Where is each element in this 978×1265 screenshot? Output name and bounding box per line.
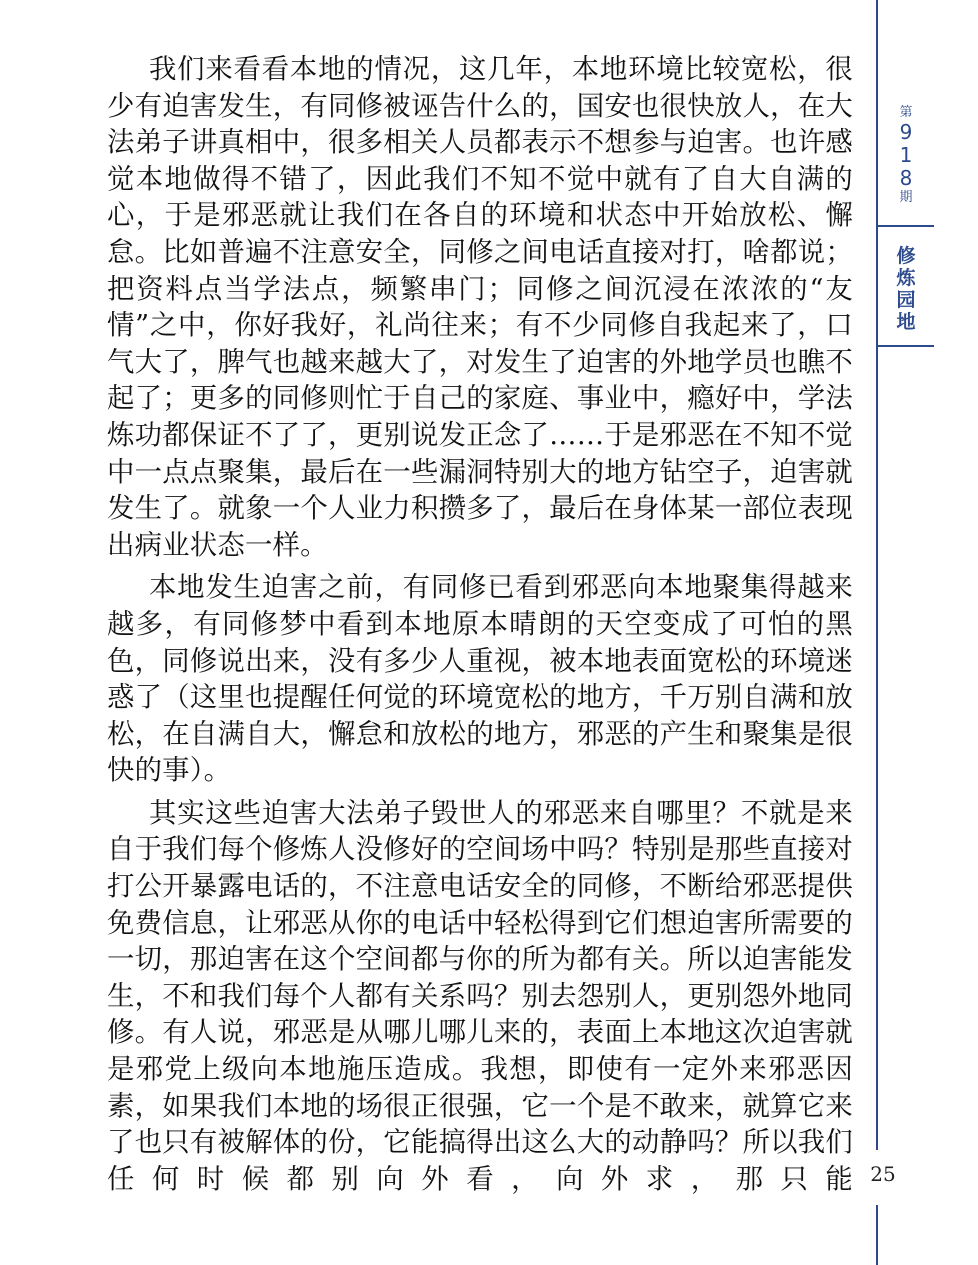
column-title-char: 炼 [896,267,916,289]
paragraph-1: 我们来看看本地的情况，这几年，本地环境比较宽松，很少有迫害发生，有同修被诬告什么的，国安也很快放人，在大法弟子讲真相中，很多相关人员都表示不想参与迫害。也许感觉本地做得不错了，因此我们不知不觉中就有了自大自满的心，于是邪恶就让我们在各自的环境和状态中开始放松、懈怠。比如普遍不注意安全，同修之间电话直接对打，啥都说；把资料点当学法点，频繁串门；同修之间沉浸在浓浓的“友情”之中，你好我好，礼尚往来；有不少同修自我起来了，口气大了，脾气也越来越大了，对发生了迫害的外地学员也瞧不起了；更多的同修则忙于自己的家庭、事业中，瘾好中，学法炼功都保证不了了，更别说发正念了……于是邪恶在不知不觉中一点点聚集，最后在一些漏洞特别大的地方钻空子，迫害就发生了。就象一个人业力积攒多了，最后在身体某一部位表现出病业状态一样。 [107,54,853,561]
paragraph-3: 其实这些迫害大法弟子毁世人的邪恶来自哪里？不就是来自于我们每个修炼人没修好的空间场中吗？特别是那些直接对打公开暴露电话的，不注意电话安全的同修，不断给邪恶提供免费信息，让邪恶从你的电话中轻松得到它们想迫害所需要的一切，那迫害在这个空间都与你的所为都有关。所以迫害能发生，不和我们每个人都有关系吗？别去怨别人，更别怨外地同修。有人说，邪恶是从哪儿哪儿来的，表面上本地这次迫害就是邪党上级向本地施压造成。我想，即使有一定外来邪恶因素，如果我们本地的场很正很强，它一个是不敢来，就算它来了也只有被解体的份，它能搞得出这么大的动静吗？所以我们任何时候都别向外看，向外求，那只能 [107,797,853,1195]
page-number: 25 [870,1162,896,1186]
issue-digit: 1 [899,143,913,167]
sidebar-divider [878,345,934,347]
column-title-char: 修 [896,245,916,267]
sidebar [876,0,934,1265]
column-title-char: 地 [896,311,916,333]
issue-digit: 9 [899,120,913,144]
issue-digit: 8 [899,166,913,190]
issue-suffix: 期 [899,190,913,205]
paragraph-2: 本地发生迫害之前，有同修已看到邪恶向本地聚集得越来越多，有同修梦中看到本地原本晴朗的天空变成了可怕的黑色，同修说出来，没有多少人重视，被本地表面宽松的环境迷惑了（这里也提醒任何觉的环境宽松的地方，千万别自满和放松，在自满自大，懈怠和放松的地方，邪恶的产生和聚集是很快的事）。 [107,572,853,787]
article-body [107,52,853,1204]
column-title [878,245,934,333]
issue-prefix: 第 [899,105,913,120]
sidebar-rule-bottom [876,1205,878,1265]
issue-number [878,105,934,206]
sidebar-divider [878,225,934,227]
column-title-char: 园 [896,289,916,311]
